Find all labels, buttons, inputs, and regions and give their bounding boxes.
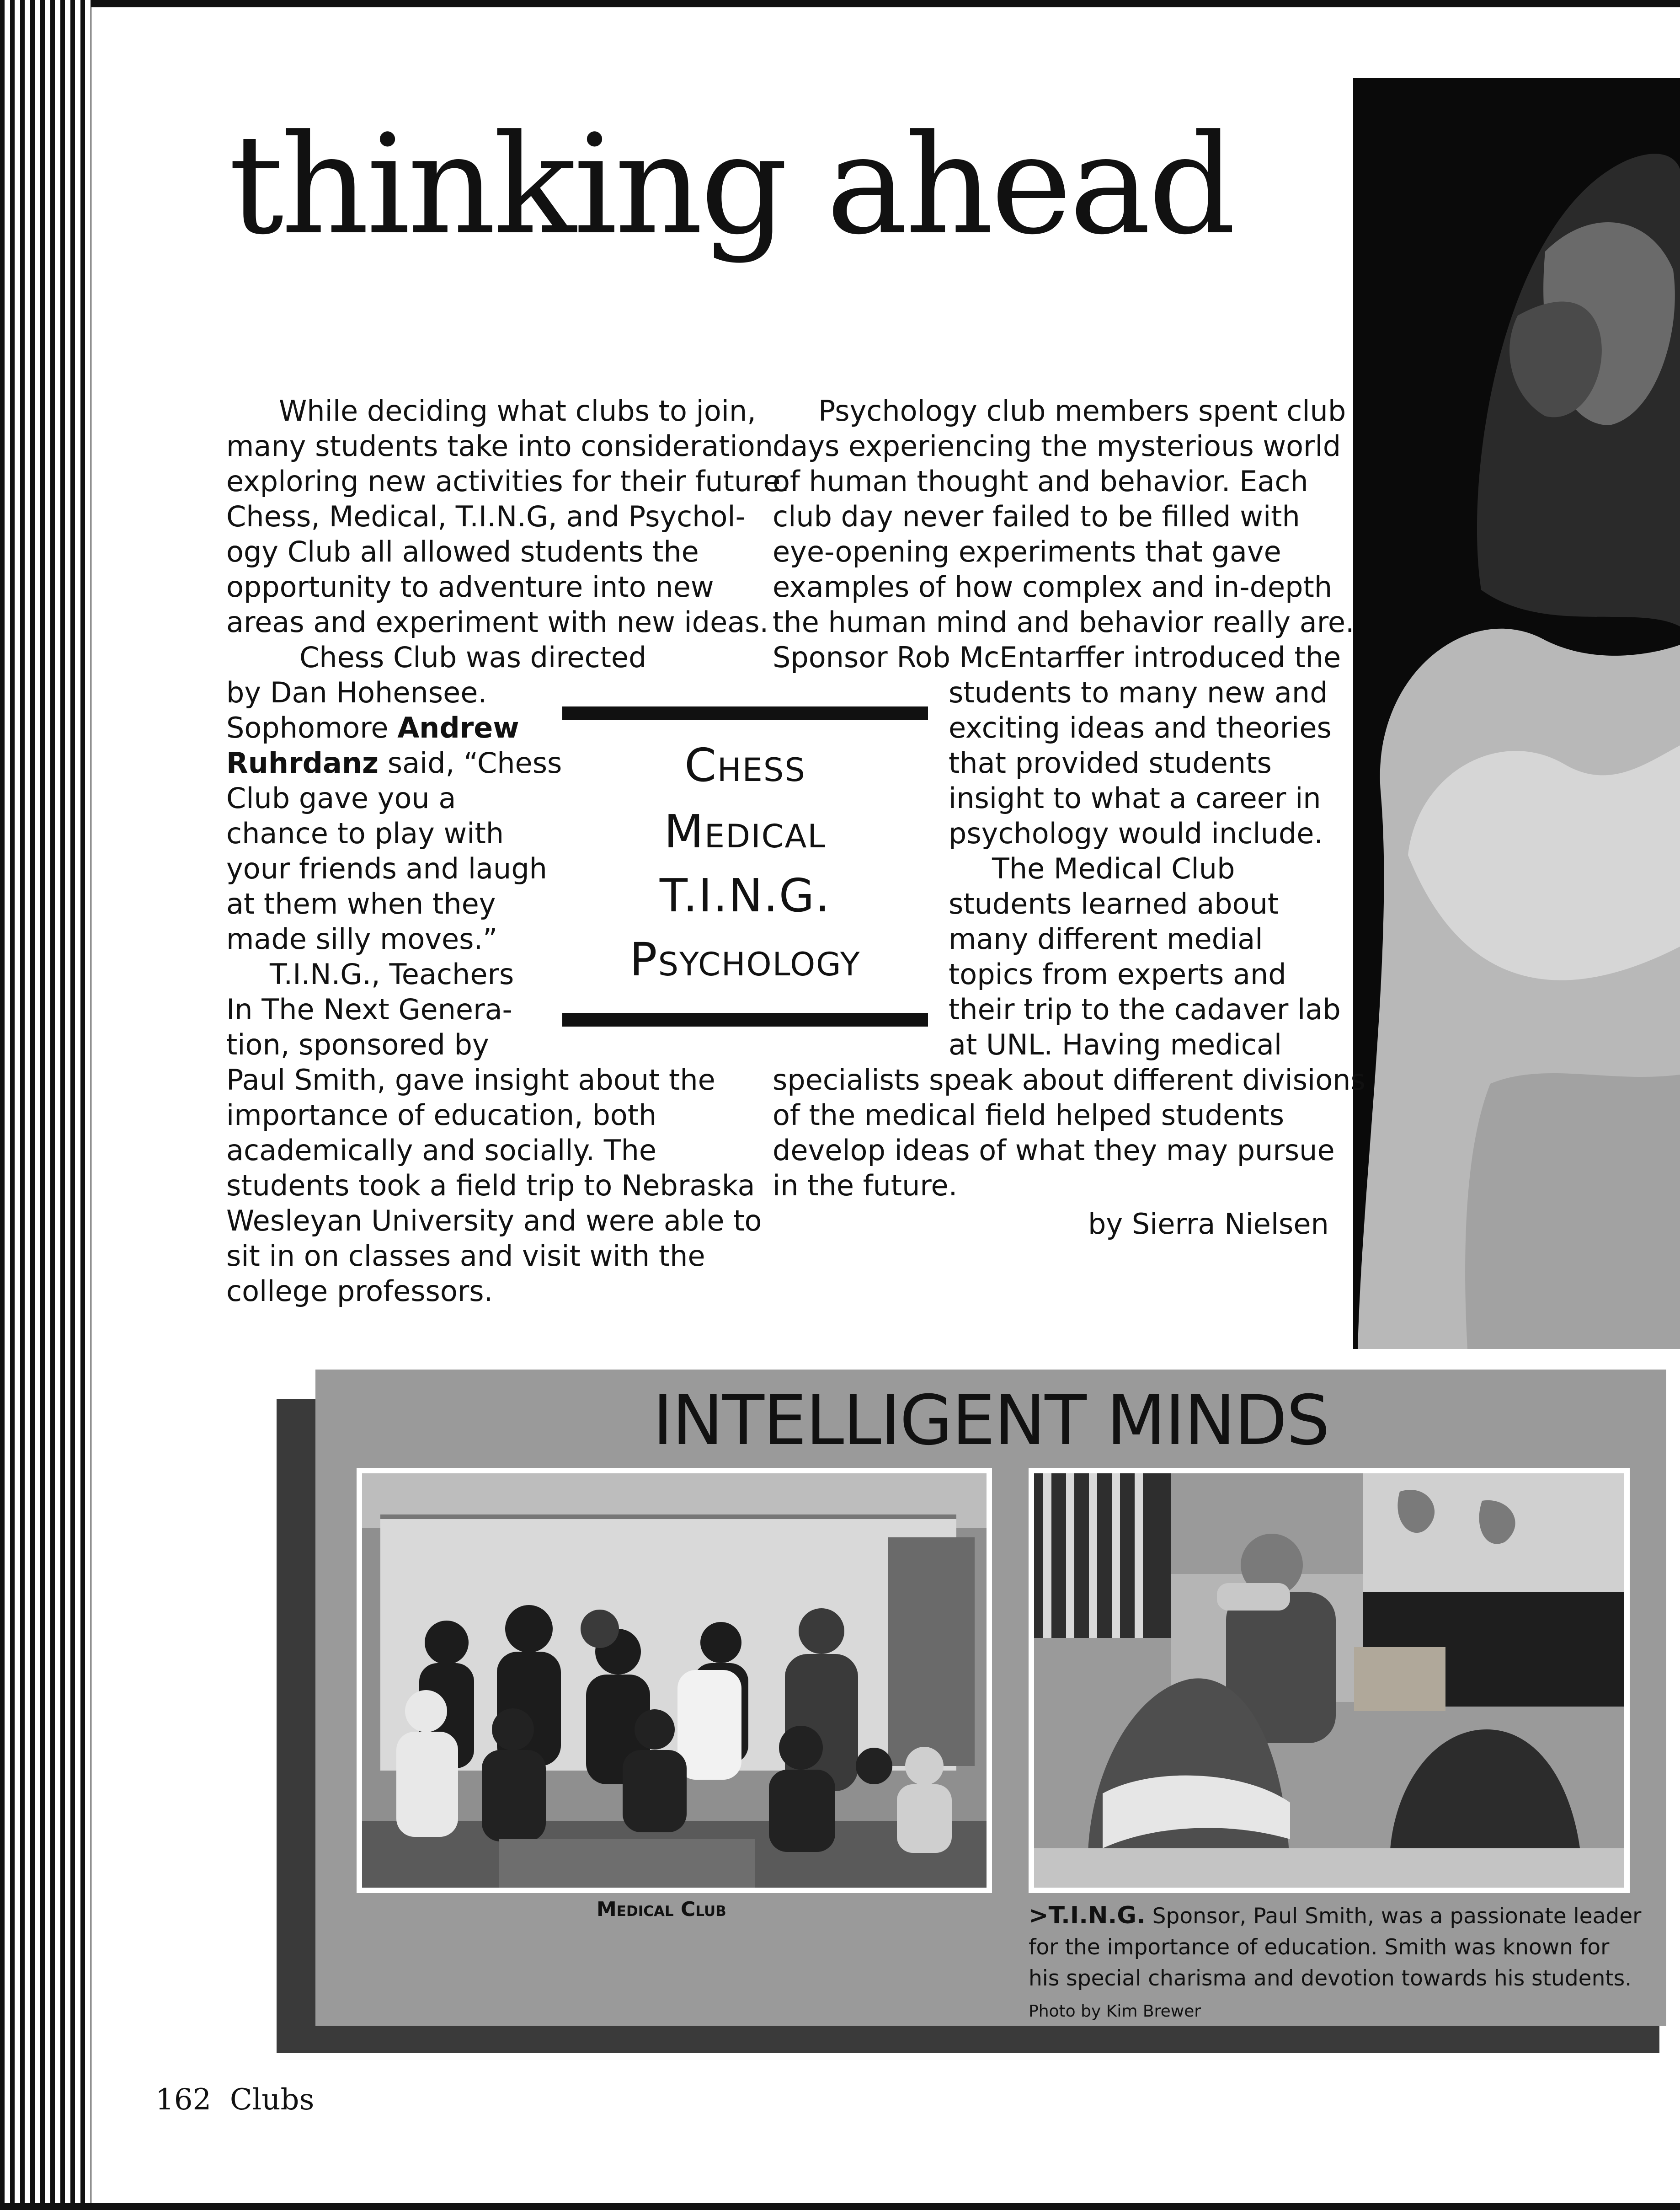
- body-line: the human mind and behavior really are.: [773, 605, 1355, 639]
- photo-ting: [1034, 1473, 1624, 1888]
- body-line: ogy Club all allowed students the: [226, 535, 699, 568]
- body-line: psychology would include.: [949, 817, 1323, 850]
- student-name: Ruhrdanz: [226, 746, 379, 780]
- body-line: many students take into consideration: [226, 429, 773, 463]
- body-line: importance of education, both: [226, 1098, 657, 1132]
- photo-credit: Photo by Kim Brewer: [1029, 2002, 1201, 2021]
- body-line: made silly moves.”: [226, 922, 498, 956]
- body-line: chance to play with: [226, 817, 504, 850]
- caption-line: his special charisma and devotion towards his students.: [1029, 1966, 1632, 1991]
- body-line: examples of how complex and in-depth: [773, 570, 1333, 604]
- students-silhouette-image: [1353, 78, 1680, 1349]
- bottom-border: [0, 2203, 1680, 2210]
- article-byline: by Sierra Nielsen: [1088, 1207, 1329, 1241]
- body-line: Psychology club members spent club: [818, 394, 1346, 428]
- body-line: college professors.: [226, 1274, 493, 1308]
- sidebar-club-chess: Chess: [684, 738, 806, 792]
- body-line: students learned about: [949, 887, 1279, 920]
- body-line: of the medical field helped students: [773, 1098, 1285, 1132]
- body-line: While deciding what clubs to join,: [279, 394, 756, 428]
- body-text: said, “Chess: [387, 746, 562, 780]
- body-line: Chess, Medical, T.I.N.G, and Psychol-: [226, 500, 746, 533]
- page-footer: [155, 2083, 314, 2117]
- body-line: Paul Smith, gave insight about the: [226, 1063, 715, 1097]
- caption-text: Sponsor, Paul Smith, was a passionate leader: [1152, 1904, 1642, 1929]
- body-line: their trip to the cadaver lab: [949, 993, 1341, 1026]
- body-line: of human thought and behavior. Each: [773, 465, 1308, 498]
- body-line: eye-opening experiments that gave: [773, 535, 1281, 568]
- body-line: many different medial: [949, 922, 1263, 956]
- body-line: T.I.N.G., Teachers: [270, 958, 514, 991]
- body-line: specialists speak about different divisions: [773, 1063, 1365, 1097]
- page-number: 162: [155, 2083, 212, 2117]
- body-line: exploring new activities for their future.: [226, 465, 790, 498]
- sidebar-club-medical: Medical: [664, 805, 827, 858]
- body-line: that provided students: [949, 746, 1272, 780]
- page-headline: thinking ahead: [229, 105, 1233, 265]
- body-line: In The Next Genera-: [226, 993, 512, 1026]
- photo-students-right: [1353, 78, 1680, 1349]
- body-line: tion, sponsored by: [226, 1028, 489, 1061]
- ting-classroom-image: [1034, 1473, 1624, 1888]
- photo-caption-ting: [1029, 1900, 1641, 2027]
- body-line: insight to what a career in: [949, 781, 1321, 815]
- body-line: Sponsor Rob McEntarffer introduced the: [773, 641, 1341, 674]
- body-line: topics from experts and: [949, 958, 1286, 991]
- student-name: Andrew: [397, 711, 519, 744]
- body-line: students took a field trip to Nebraska: [226, 1169, 755, 1202]
- body-line: in the future.: [773, 1169, 958, 1202]
- sidebar-top-rule: [562, 706, 928, 720]
- body-line: sit in on classes and visit with the: [226, 1239, 705, 1273]
- medical-club-group-image: [362, 1473, 987, 1888]
- body-line: students to many new and: [949, 676, 1328, 709]
- body-line: by Dan Hohensee.: [226, 676, 487, 709]
- page-binding-edge: [0, 0, 91, 2210]
- caption-line: [1029, 1904, 1641, 1929]
- body-line: days experiencing the mysterious world: [773, 429, 1341, 463]
- section-name: Clubs: [229, 2083, 315, 2117]
- top-border: [0, 0, 1680, 7]
- photo-caption-medical-club: Medical Club: [597, 1898, 726, 1921]
- body-line: areas and experiment with new ideas.: [226, 605, 769, 639]
- body-line: The Medical Club: [992, 852, 1235, 885]
- caption-line: for the importance of education. Smith was known for: [1029, 1935, 1610, 1960]
- body-line: Wesleyan University and were able to: [226, 1204, 762, 1237]
- caption-lead: >T.I.N.G.: [1029, 1902, 1146, 1929]
- sidebar-club-psychology: Psychology: [629, 933, 861, 986]
- sidebar-club-ting: T.I.N.G.: [659, 869, 831, 922]
- sidebar-bottom-rule: [562, 1013, 928, 1027]
- body-line: your friends and laugh: [226, 852, 547, 885]
- body-line: at them when they: [226, 887, 496, 920]
- body-line: academically and socially. The: [226, 1134, 657, 1167]
- right-column-text: [773, 393, 1365, 1203]
- body-line: opportunity to adventure into new: [226, 570, 714, 604]
- body-line: club day never failed to be filled with: [773, 500, 1300, 533]
- body-text: Sophomore: [226, 711, 389, 744]
- body-line: develop ideas of what they may pursue: [773, 1134, 1335, 1167]
- body-line: exciting ideas and theories: [949, 711, 1332, 744]
- body-line: Club gave you a: [226, 781, 456, 815]
- body-line: at UNL. Having medical: [949, 1028, 1282, 1061]
- photo-medical-club: [362, 1473, 987, 1888]
- panel-title: INTELLIGENT MINDS: [652, 1381, 1329, 1461]
- body-line: Chess Club was directed: [299, 641, 647, 674]
